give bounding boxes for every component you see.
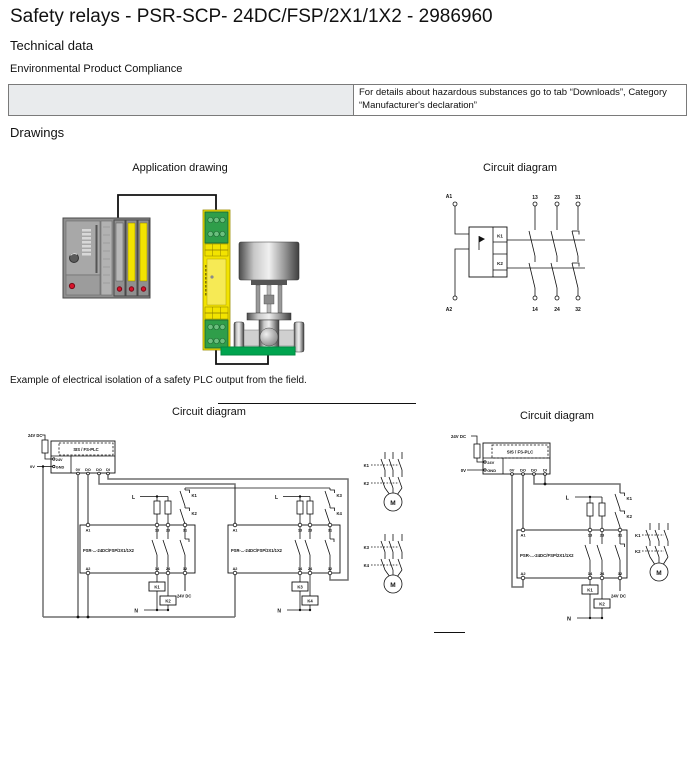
svg-text:A1: A1	[520, 532, 526, 538]
svg-text:K1: K1	[191, 493, 197, 498]
psr-block-1	[80, 523, 195, 575]
svg-text:K3: K3	[297, 584, 303, 590]
svg-text:23: 23	[307, 528, 313, 533]
motor-circuit	[635, 523, 668, 581]
svg-text:24: 24	[165, 567, 171, 571]
terminal-label-a2: A2	[445, 307, 453, 313]
svg-text:23: 23	[599, 532, 605, 538]
svg-text:DO: DO	[96, 468, 102, 472]
svg-text:24V: 24V	[487, 459, 495, 465]
svg-text:13: 13	[532, 195, 538, 201]
svg-text:14: 14	[154, 567, 160, 571]
svg-text:24: 24	[554, 307, 560, 313]
svg-text:M: M	[390, 500, 396, 507]
svg-text:A2: A2	[520, 571, 526, 576]
svg-text:K2: K2	[635, 549, 641, 554]
svg-text:N: N	[567, 616, 571, 623]
contactor-coils	[567, 580, 626, 623]
line-feed-2	[275, 495, 313, 523]
svg-text:32: 32	[617, 571, 623, 576]
svg-text:13: 13	[587, 532, 593, 538]
svg-text:K3: K3	[363, 545, 369, 550]
section-heading-technical-data: Technical data	[10, 38, 94, 53]
svg-text:GND: GND	[487, 467, 497, 473]
svg-text:DI: DI	[106, 468, 110, 472]
svg-text:32: 32	[575, 307, 581, 313]
svg-text:DO: DO	[85, 468, 91, 472]
compliance-table-empty-cell	[9, 85, 354, 115]
svg-text:31: 31	[617, 532, 623, 538]
svg-text:K1: K1	[154, 584, 160, 590]
fuse-symbol	[42, 440, 48, 453]
svg-text:N: N	[134, 608, 138, 615]
svg-text:0V: 0V	[75, 468, 81, 472]
svg-text:32: 32	[327, 567, 333, 571]
svg-text:DO: DO	[531, 467, 537, 473]
psr-name: PSR-...-24DC/FSP/2X1/1X2	[231, 548, 282, 553]
svg-text:A2: A2	[232, 567, 238, 571]
relay-led	[210, 275, 213, 278]
caption-circuit-diagram-bottom-right: Circuit diagram	[520, 410, 594, 422]
svg-text:24V: 24V	[55, 458, 63, 462]
svg-text:K2: K2	[165, 598, 171, 604]
svg-text:14: 14	[587, 571, 593, 576]
terminal-block-top	[205, 212, 228, 243]
svg-text:32: 32	[182, 567, 188, 571]
svg-text:GND: GND	[55, 465, 65, 470]
footnote-line	[434, 632, 465, 633]
supply-label: 24V DC	[28, 433, 43, 438]
svg-text:23: 23	[554, 195, 560, 201]
zero-volt-label: 0V	[30, 464, 35, 469]
ground-plate	[221, 347, 295, 355]
psr-name: PSR-...-24DC/FSP/2X1/1X2	[520, 553, 574, 558]
supply-label: 24V DC	[451, 434, 467, 439]
example-caption: Example of electrical isolation of a safety PLC output from the field.	[10, 375, 307, 386]
svg-text:M: M	[390, 582, 396, 589]
svg-text:L: L	[565, 495, 569, 502]
compliance-table-note: For details about hazardous substances go to tab “Downloads”, Category “Manufacturer's declaration”	[359, 87, 667, 111]
contact-pole-13-14	[529, 195, 538, 313]
svg-text:K1: K1	[587, 587, 593, 593]
svg-text:23: 23	[165, 528, 171, 533]
svg-text:K4: K4	[336, 511, 342, 516]
svg-text:K4: K4	[307, 598, 313, 604]
contactor-coils-2	[277, 575, 318, 615]
psr-name: PSR-...-24DC/FSP/2X1/1X2	[83, 548, 134, 553]
separator-line	[218, 403, 416, 404]
contact-pole-31-32	[572, 195, 581, 313]
svg-text:31: 31	[327, 528, 333, 533]
circuit-diagram-bottom-right	[450, 425, 693, 640]
line-feed-1	[132, 495, 171, 523]
svg-text:0V: 0V	[509, 467, 515, 473]
svg-text:A1: A1	[85, 528, 91, 533]
svg-text:14: 14	[297, 567, 303, 571]
svg-text:L: L	[131, 495, 135, 501]
caption-circuit-diagram-top: Circuit diagram	[483, 162, 557, 174]
svg-text:K4: K4	[363, 563, 369, 568]
caption-application-drawing: Application drawing	[132, 162, 228, 174]
svg-text:24: 24	[307, 567, 313, 571]
motor-circuit-1	[364, 452, 402, 511]
svg-text:K2: K2	[363, 481, 369, 486]
contactor-coils-1	[134, 575, 191, 615]
svg-text:K3: K3	[336, 493, 342, 498]
coil-label-k2: K2	[497, 261, 503, 266]
svg-text:K2: K2	[599, 601, 605, 607]
supply-label: 24V DC	[611, 593, 627, 599]
plc-block	[483, 443, 550, 475]
svg-text:14: 14	[532, 307, 538, 313]
svg-text:K1: K1	[363, 463, 369, 468]
application-drawing	[55, 185, 320, 375]
io-modules	[114, 220, 149, 296]
svg-text:31: 31	[575, 195, 581, 201]
svg-text:N: N	[277, 608, 281, 615]
svg-text:13: 13	[297, 528, 303, 533]
compliance-table	[8, 84, 687, 116]
svg-text:M: M	[656, 569, 662, 577]
svg-text:L: L	[274, 495, 278, 501]
svg-text:24: 24	[599, 571, 605, 576]
svg-text:DI: DI	[543, 467, 547, 473]
section-heading-drawings: Drawings	[10, 125, 65, 140]
safety-relay-illustration	[203, 210, 230, 350]
plc-illustration	[63, 218, 150, 298]
fuse-symbol	[474, 444, 480, 458]
svg-text:K2: K2	[191, 511, 197, 516]
supply-label: 24V DC	[177, 593, 192, 599]
svg-text:K2: K2	[626, 514, 632, 519]
contact-pole-23-24	[551, 195, 560, 313]
status-led	[69, 283, 74, 288]
svg-text:31: 31	[182, 528, 188, 533]
svg-text:K1: K1	[626, 496, 632, 501]
subsection-heading-environmental: Environmental Product Compliance	[10, 63, 183, 75]
motor-circuit-2	[364, 534, 402, 593]
svg-text:13: 13	[154, 528, 160, 533]
svg-text:A2: A2	[85, 567, 91, 571]
page-title: Safety relays - PSR-SCP- 24DC/FSP/2X1/1X2 - 2986960	[10, 6, 493, 27]
caption-circuit-diagram-bottom-left: Circuit diagram	[172, 406, 246, 418]
svg-text:DO: DO	[520, 467, 526, 473]
psr-block-2	[228, 523, 340, 575]
relay-logic-box	[469, 227, 507, 277]
coil-label-k1: K1	[497, 233, 503, 239]
circuit-diagram-bottom-left	[28, 428, 460, 628]
valve-actuator-illustration	[221, 242, 304, 355]
svg-text:A1: A1	[232, 528, 238, 533]
feedback-chain	[615, 493, 633, 528]
zero-volt-label: 0V	[460, 467, 466, 473]
plc-name: SIS / FS-PLC	[506, 449, 534, 455]
plc-name: SIS / FS-PLC	[73, 447, 99, 453]
psr-block	[517, 528, 627, 580]
plc-block	[51, 441, 115, 475]
circuit-diagram-top	[440, 178, 650, 328]
svg-text:K1: K1	[635, 533, 641, 538]
line-feed	[566, 496, 605, 528]
feedback-chain	[180, 488, 343, 524]
terminal-label-a1: A1	[445, 194, 453, 200]
